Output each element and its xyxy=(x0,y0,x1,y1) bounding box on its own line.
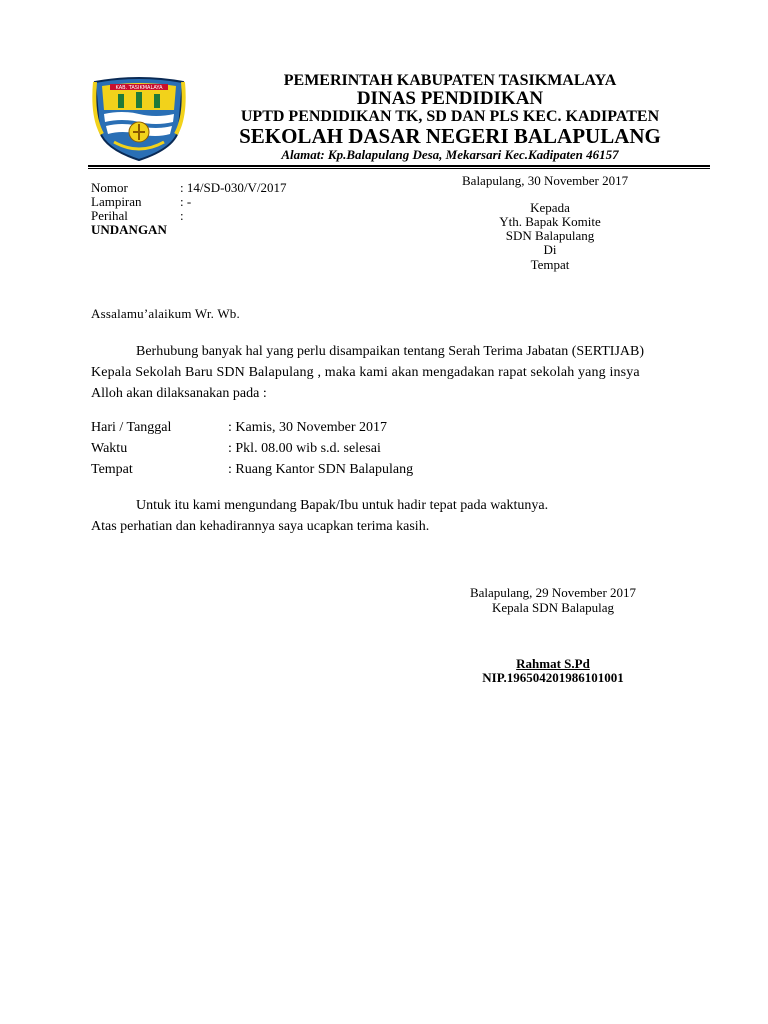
recipient-name: Yth. Bapak Komite xyxy=(499,214,601,229)
letterhead-rule-thick xyxy=(88,165,710,167)
signatory-name: Rahmat S.Pd xyxy=(516,656,590,671)
signature-title: Kepala SDN Balapulag xyxy=(491,600,615,615)
lampiran-label: Lampiran xyxy=(91,194,142,209)
nomor-value: : 14/SD-030/V/2017 xyxy=(180,180,287,195)
detail-label-place: Tempat xyxy=(91,462,133,477)
letterhead-line-1: PEMERINTAH KABUPATEN TASIKMALAYA xyxy=(283,72,617,89)
greeting: Assalamu’alaikum Wr. Wb. xyxy=(91,306,240,321)
paragraph-2: Untuk itu kami mengundang Bapak/Ibu untuk hadir tepat pada waktunya. xyxy=(136,498,549,513)
detail-label-time: Waktu xyxy=(91,441,128,456)
detail-value-place: : Ruang Kantor SDN Balapulang xyxy=(228,462,414,477)
lampiran-value: : - xyxy=(180,194,192,209)
perihal-value: : xyxy=(180,208,184,223)
paragraph-3: Atas perhatian dan kehadirannya saya ucapkan terima kasih. xyxy=(91,519,430,534)
signature-date: Balapulang, 29 November 2017 xyxy=(469,585,637,600)
letterhead-rule-thin xyxy=(88,168,710,169)
regency-crest-logo xyxy=(92,76,186,162)
detail-value-date: : Kamis, 30 November 2017 xyxy=(228,420,388,435)
logo-caption: KAB. TASIKMALAYA xyxy=(115,85,163,91)
nomor-label: Nomor xyxy=(91,180,128,195)
letter-subject: UNDANGAN xyxy=(91,222,167,237)
recipient-place: Tempat xyxy=(530,257,570,272)
paragraph-1-line-1: Berhubung banyak hal yang perlu disampaikan tentang Serah Terima Jabatan (SERTIJAB) xyxy=(136,344,645,359)
signatory-nip: NIP.196504201986101001 xyxy=(482,670,624,685)
paragraph-1-line-3: Alloh akan dilaksanakan pada : xyxy=(91,386,267,401)
detail-value-time: : Pkl. 08.00 wib s.d. selesai xyxy=(228,441,381,456)
letterhead-address: Alamat: Kp.Balapulang Desa, Mekarsari Kec.Kadipaten 46157 xyxy=(281,147,619,162)
detail-label-date: Hari / Tanggal xyxy=(91,420,172,435)
letter-date: Balapulang, 30 November 2017 xyxy=(462,173,629,188)
letterhead-school-name: SEKOLAH DASAR NEGERI BALAPULANG xyxy=(239,124,661,148)
recipient-kepada: Kepada xyxy=(530,200,570,215)
perihal-label: Perihal xyxy=(91,208,128,223)
recipient-di: Di xyxy=(543,242,557,257)
paragraph-1-line-2: Kepala Sekolah Baru SDN Balapulang , maka kami akan mengadakan rapat sekolah yang insya xyxy=(91,365,640,380)
letterhead-line-3: UPTD PENDIDIKAN TK, SD DAN PLS KEC. KADIPATEN xyxy=(240,108,660,125)
letterhead-line-2: DINAS PENDIDIKAN xyxy=(356,88,544,109)
recipient-org: SDN Balapulang xyxy=(505,228,595,243)
